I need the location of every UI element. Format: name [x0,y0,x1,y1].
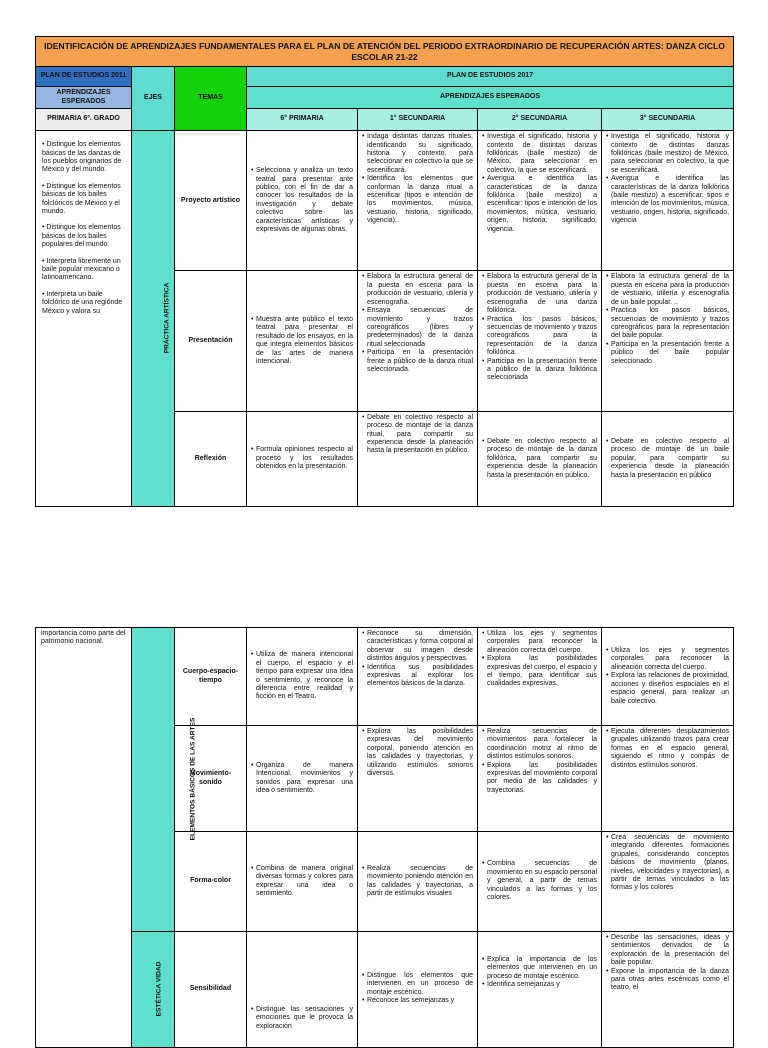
left-item: • Distingue los elementos básicas de los bailes populares del mundo. [42,224,121,249]
tema-proyecto-artistico: Proyecto artístico [175,131,247,271]
tema-presentacion: Presentación [175,271,247,411]
left-item: • Distingue los elementos básicas de las danzas de los pueblos originarios de México y del mundo. [42,141,122,174]
cell-3-secundaria: • Crea secuencias de movimiento integrando diferentes formaciones grupales, considerando conceptos básicos de movimiento (planos, niveles, velocidades y trayectorias), a partir de temas vinculados a las formas y los colores [602,832,734,932]
eje-estetica: ESTÉTICA VIDAD [132,932,175,1048]
cell-3-secundaria: • Elabora la estructura general de la puesta en escena para la producción de vestuario, utilería y escenografía de un baile popular. .. • Practica los pasos básicos, secuencias de movimiento y trazos coreográficos para la representación del baile popular. • Participa en la presentación frente a público del baile popular seleccionado [602,271,734,411]
cell-1-secundaria: • Distingue los elementos que intervienen en un proceso de montaje escénico. • Reconoce las semejanzas y [358,932,478,1048]
cell-3-secundaria: • Investiga el significado, historia y contexto de distintas danzas folklóricas (baile mestizo) de México, para seleccionar en colectivo, la que se escenificará. • Averigua e identifica las características de la danza folklórica (baile mestizo) a escenificar: tipos e intención de los movimientos, música, vestuario, origen, historia, significado, vigencia [602,131,734,271]
cell-3-secundaria: • Utiliza los ejes y segmentos corporales para reconocer la alineación correcta del cuerpo. • Explora las relaciones de proximidad, acciones y diseños espaciales en el espacio general, para realizar un baile colectivo. [602,628,734,726]
aprendizajes-2017-header: APRENDIZAJES ESPERADOS [247,87,734,109]
cell-1-secundaria: • Elabora la estructura general de la puesta en escena para la producción de vestuario, utilería y escenografía. • Ensaya secuencias de movimiento y trazos coreográficos (libres y predeterminados) de la danza ritual seleccionada • Participa en la presentación frente a público de la danza ritual seleccionada. [358,271,478,411]
learning-table-1 [35,36,734,507]
temas-header: TEMAS [175,67,247,131]
tema-reflexion: Reflexión [175,411,247,506]
cell-1-secundaria: • Indaga distintas danzas rituales, identificando su significado, historia y contexto, para seleccionar en colectivo la que se escenificará. • Identifica los elementos que conforman la danza ritual a escenificar (tipos e intención de los movimientos, música, vestuario, historia, significado, vigencia).. [358,131,478,271]
cell-2-secundaria: • Investiga el significado, historia y contexto de distintas danzas folklóricas (baile mestizo) de México, para seleccionar en colectivo, la que se escenificará. • Averigua e identifica las características de la danza folklórica (baile mestizo) a escenificar: tipos e intención de los movimientos, música, vestuario, origen, historia, significado, vigencia. [478,131,602,271]
tema-sensibilidad: Sensibilidad [175,932,247,1048]
plan-2011-header: PLAN DE ESTUDIOS 2011 [36,67,132,87]
aprendizajes-2011-header: APRENDIZAJES ESPERADOS [36,87,132,109]
col-header-2-secundaria: 2° SECUNDARIA [478,109,602,131]
ejes-header: EJES [132,67,175,131]
cell-1-secundaria: • Explora las posibilidades expresivas del movimiento corporal, poniendo atención en las calidades y trayectorias, y utilizando estímulos sonoros diversos. [358,726,478,832]
eje-elementos-basicos: ELEMENTOS BÁSICOS DE LAS ARTES [132,628,175,932]
left-item: • Distingue los elementos básicas de los bailes folclóricos de México y el mundo. [42,182,121,216]
cell-2-secundaria: • Elabora la estructura general de la puesta en escena para la producción de vestuario, utilería y escenografía de una danza folklórica. • Practica los pasos básicos, secuencias de movimiento y trazos coreográficos para la representación de la danza folklórica. • Participa en la presentación frente a público de la danza folklórica seleccionada [478,271,602,411]
tema-forma-color: Forma-color [175,832,247,932]
cell-6-primaria: • Formula opiniones respecto al proceso y los resultados obtenidos en la presentación. [247,411,358,506]
cell-6-primaria: • Organiza de manera Intencional, movimientos y sonidos para expresar una idea o sentimiento. [247,726,358,832]
col-header-1-secundaria: 1° SECUNDARIA [358,109,478,131]
col-header-3-secundaria: 3° SECUNDARIA [602,109,734,131]
learning-table-2 [35,627,734,1048]
document-title: IDENTIFICACIÓN DE APRENDIZAJES FUNDAMENTALES PARA EL PLAN DE ATENCIÓN DEL PERIODO EXTRAORDINARIO DE RECUPERACIÓN ARTES: DANZA CICLO ESCOLAR 21-22 [36,37,734,67]
plan-2017-header: PLAN DE ESTUDIOS 2017 [247,67,734,87]
cell-3-secundaria: • Debate en colectivo respecto al proceso de montaje de un baile popular, para compartir su experiencia desde la planeación hasta la presentación en público [602,411,734,506]
plan-2011-learnings-continued: importancia como parte del patrimonio nacional. [36,628,132,1048]
cell-3-secundaria: • Ejecuta diferentes desplazamientos grupales utilizando trazos para crear formas en el espacio general, siguiendo el ritmo y compás de distintos estímulos sonoros. [602,726,734,832]
left-item: • Interpreta libremente un baile popular mexicano o latinoamericano. [42,257,121,282]
eje-practica-artistica: PRÁCTICA ARTÍSTICA [132,131,175,507]
cell-2-secundaria: • Explica la importancia de los elementos que intervienen en un proceso de montaje escénico. • Identifica semejanzas y [478,932,602,1048]
cell-1-secundaria: • Debate en colectivo respecto al proceso de montaje de la danza ritual, para compartir su experiencia desde la planeación hasta la presentación en público. [358,411,478,506]
cell-2-secundaria: • Debate en colectivo respecto al proceso de montaje de la danza folklórica, para compartir su experiencia desde la planeación hasta la presentación en público. [478,411,602,506]
cell-2-secundaria: • Realiza secuencias de movimientos para fortalecer la coordinación motriz al ritmo de distintos estímulos sonoros. • Explora las posibilidades expresivas del movimiento corporal por medio de las calidades y trayectorias. [478,726,602,832]
cell-6-primaria: • Distingue las sensaciones y emociones que le provoca la exploración [247,932,358,1048]
tema-movimiento-sonido: Movimiento-sonido [175,726,247,832]
cell-3-secundaria: • Describe las sensaciones, ideas y sentimientos derivados de la exploración de la presentación del baile popular. • Expone la importancia de la danza para otras artes escénicas como el teatro, el [602,932,734,1048]
cell-1-secundaria: • Realiza secuencias de movimiento poniendo atención en las calidades y trayectorias, a partir de estímulos visuales [358,832,478,932]
cell-2-secundaria: • Combina secuencias de movimiento en su espacio personal y general, a partir de temas vinculados a las formas y los colores. [478,832,602,932]
left-item: • Interpreta un baile folclórico de una regiónde México y valora su [42,290,123,315]
cell-6-primaria: • Selecciona y analiza un texto teatral para presentar ante público, con el fin de dar a conocer los resultados de la investigación y debate colectivo sobre las características artísticas y expresivas de algunas obras. [247,131,358,271]
cell-6-primaria: • Utiliza de manera intencional el cuerpo, el espacio y el tiempo para expresar una idea o sentimiento, y reconoce la diferencia entre realidad y ficción en el Teatro. [247,628,358,726]
cell-6-primaria: • Combina de manera original diversas formas y colores para expresar una idea o sentimiento. [247,832,358,932]
plan-2011-learnings [36,131,132,507]
cell-6-primaria: • Muestra ante público el texto teatral para presentar el resultado de los ensayos, en la que integra elementos básicos de las artes de manera intencional. [247,271,358,411]
col-header-6-primaria: 6° PRIMARIA [247,109,358,131]
tema-cuerpo-espacio-tiempo: Cuerpo-espacio-tiempo [175,628,247,726]
cell-1-secundaria: • Reconoce su dimensión, características y forma corporal al observar su imagen desde distintos ángulos y perspectivas. • Identifica sus posibilidades expresivas al explorar los elementos básicos de la danza. [358,628,478,726]
cell-2-secundaria: • Utiliza los ejes y segmentos corporales para reconocer la alineación correcta del cuerpo. • Explora las posibilidades expresivas del cuerpo, el espacio y el tiempo, para identificar sus cualidades expresivas. [478,628,602,726]
primaria-grado-header: PRIMARIA 6º. GRADO [36,109,132,131]
